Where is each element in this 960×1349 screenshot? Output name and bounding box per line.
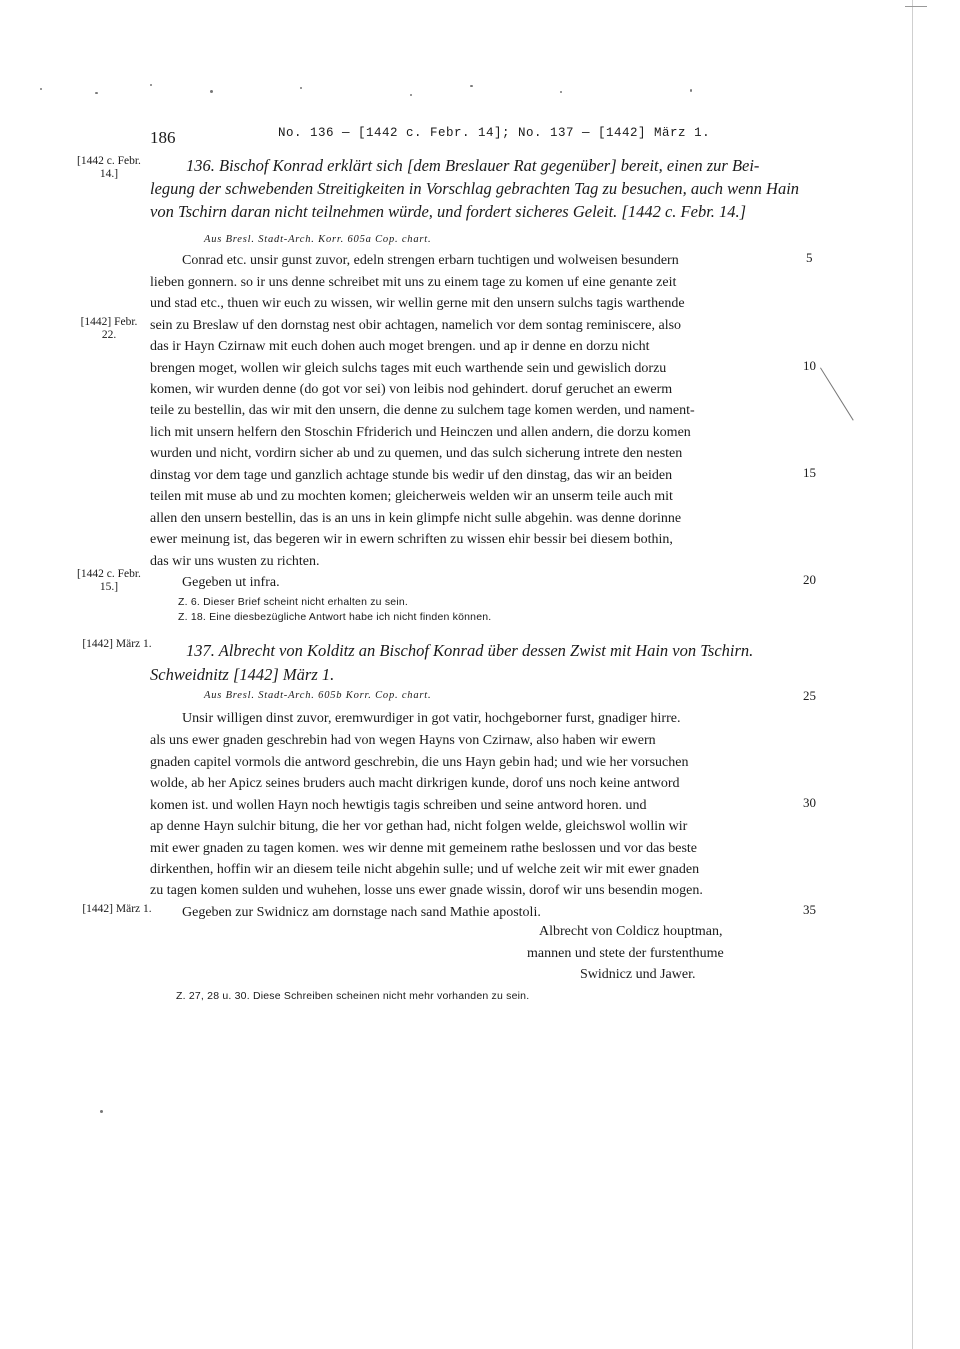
doc136-line: teile zu bestellin, das wir mit den unsern, die denne zu sulchem tage komen werden, und nament-: [150, 403, 695, 418]
doc136-line: ewer meinung ist, das begeren wir in ewern schriften zu wissen ehir bessir bei diesem bothin,: [150, 532, 673, 547]
signature-line-3: Swidnicz und Jawer.: [580, 967, 696, 982]
doc136-line: sein zu Breslaw uf den dornstag nest obir achtagen, namelich vor dem sontag reminiscere, also: [150, 318, 682, 333]
binding-edge: [912, 0, 913, 1349]
line-number: 30: [803, 795, 816, 810]
doc136-title-line-1: 136. Bischof Konrad erklärt sich [dem Breslauer Rat gegenüber] bereit, einen zur Bei-: [186, 156, 760, 175]
doc136-line: dinstag vor dem tage und ganzlich achtage stunde bis wedir uf den dinstag, das wir an beiden: [150, 468, 673, 483]
doc136-footnote: Z. 6. Dieser Brief scheint nicht erhalten zu sein.: [178, 596, 409, 608]
doc137-source: Aus Bresl. Stadt-Arch. 605b Korr. Cop. chart.: [204, 690, 432, 701]
doc136-line: lich mit unsern helfern den Stoschin Ffriderich und Heinczen und allen andern, die dorzu komen: [150, 425, 691, 440]
doc137-line: gnaden capitel vormols die antword geschrebin, die uns Hayn gebin had; und wie her vorsuchen: [150, 755, 689, 770]
doc136-line: teilen mit muse ab und zu mochten komen; gleicherweis welden wir an unserm teile auch mit: [150, 489, 673, 504]
line-number: 5: [806, 250, 813, 265]
doc137-title-line-1: 137. Albrecht von Kolditz an Bischof Konrad über dessen Zwist mit Hain von Tschirn.: [186, 641, 754, 660]
doc137-line: ap denne Hayn sulchir bitung, die her vor gethan had, nicht folgen welde, gleichswol wollin wir: [150, 819, 688, 834]
doc137-line: dirkenthen, hoffin wir an diesem teile nicht abgehin sulle; und uf welche zeit wir mit ewer gnaden: [150, 862, 700, 877]
scan-edge-noise: [0, 70, 960, 110]
running-title: No. 136 — [1442 c. Febr. 14]; No. 137 — [1442] März 1.: [278, 126, 711, 140]
doc136-footnote: Z. 18. Eine diesbezügliche Antwort habe ich nicht finden können.: [178, 611, 492, 623]
margin-note-137-dating: [1442] März 1.: [82, 903, 152, 915]
signature-line-1: Albrecht von Coldicz houptman,: [539, 924, 723, 939]
line-number: 20: [803, 572, 816, 587]
doc137-line: wolde, ab her Apicz seines bruders auch macht dirkrigen kunde, dorof uns noch keine antword: [150, 776, 680, 791]
stray-dot: [100, 1110, 103, 1113]
doc136-title-line-2: legung der schwebenden Streitigkeiten in Vorschlag gebrachten Tag zu besuchen, auch wenn Hain: [150, 179, 800, 198]
doc136-line: und stad etc., thuen wir euch zu wissen, wir wellin gerne mit den unsern sulchs tagis warthende: [150, 296, 685, 311]
line-number: 25: [803, 688, 816, 703]
doc137-line: mit ewer gnaden zu tagen komen. wes wir denne mit gemeinem rathe beslossen und vor das beste: [150, 841, 698, 856]
margin-note-136-date: [1442 c. Febr. 14.]: [77, 155, 141, 180]
line-number: 15: [803, 465, 816, 480]
doc136-line: allen den unsern bestellin, das is an uns in kein glimpfe nicht sulle abgehin. was denne dorinne: [150, 511, 682, 526]
margin-note-febr-22: [1442] Febr. 22.: [80, 316, 138, 341]
doc136-line: wurden und nicht, vordirn sicher ab und zu quemen, und das sulch sicherung intrete den nesten: [150, 446, 683, 461]
margin-note-febr-15: [1442 c. Febr. 15.]: [77, 568, 141, 593]
doc136-title-line-3: von Tschirn daran nicht teilnehmen würde, und fordert sicheres Geleit. [1442 c. Febr. 14.]: [150, 202, 747, 221]
doc136-dating: Gegeben ut infra.: [182, 575, 280, 590]
binding-edge-mark: [905, 6, 927, 7]
signature-line-2: mannen und stete der furstenthume: [527, 946, 724, 961]
line-number: 35: [803, 902, 816, 917]
doc137-footnote: Z. 27, 28 u. 30. Diese Schreiben scheinen nicht mehr vorhanden zu sein.: [176, 990, 530, 1002]
doc137-line: als uns ewer gnaden geschrebin had von wegen Hayns von Czirnaw, also haben wir ewern: [150, 733, 656, 748]
doc136-line: brengen moget, wollen wir gleich sulchs tages mit euch warthende sein und gewislich dorzu: [150, 361, 667, 376]
doc137-line: komen ist. und wollen Hayn noch hewtigis tagis schreiben und seine antword horen. und: [150, 798, 647, 813]
doc136-line: das ir Hayn Czirnaw mit euch dohen auch moget brengen. und ap ir denne en dorzu nicht: [150, 339, 650, 354]
doc137-title-line-2: Schweidnitz [1442] März 1.: [150, 665, 335, 684]
doc136-source: Aus Bresl. Stadt-Arch. Korr. 605a Cop. chart.: [204, 234, 432, 245]
doc136-line: komen, wir wurden denne (do got vor sei) von leibis nod gehindert. doruf geruchet an ewerm: [150, 382, 673, 397]
doc137-line: zu tagen komen sulden und wuhehen, losse uns ewer gnade wissin, dorof wir uns besendin mogen.: [150, 883, 703, 898]
doc136-line: Conrad etc. unsir gunst zuvor, edeln strengen erbarn tuchtigen und wolweisen besundern: [182, 253, 679, 268]
margin-note-137-date: [1442] März 1.: [82, 638, 152, 650]
stray-margin-stroke: [820, 367, 854, 420]
doc136-line: das wir uns wusten zu richten.: [150, 554, 320, 569]
page-number: 186: [150, 128, 176, 147]
doc136-line: lieben gonnern. so ir uns denne schreibet mit uns zu einem tage zu komen uf eine genante zeit: [150, 275, 677, 290]
doc137-line: Unsir willigen dinst zuvor, eremwurdiger in got vatir, hochgeborner furst, gnadiger hirre.: [182, 711, 681, 726]
line-number: 10: [803, 358, 816, 373]
doc137-dating: Gegeben zur Swidnicz am dornstage nach sand Mathie apostoli.: [182, 905, 541, 920]
